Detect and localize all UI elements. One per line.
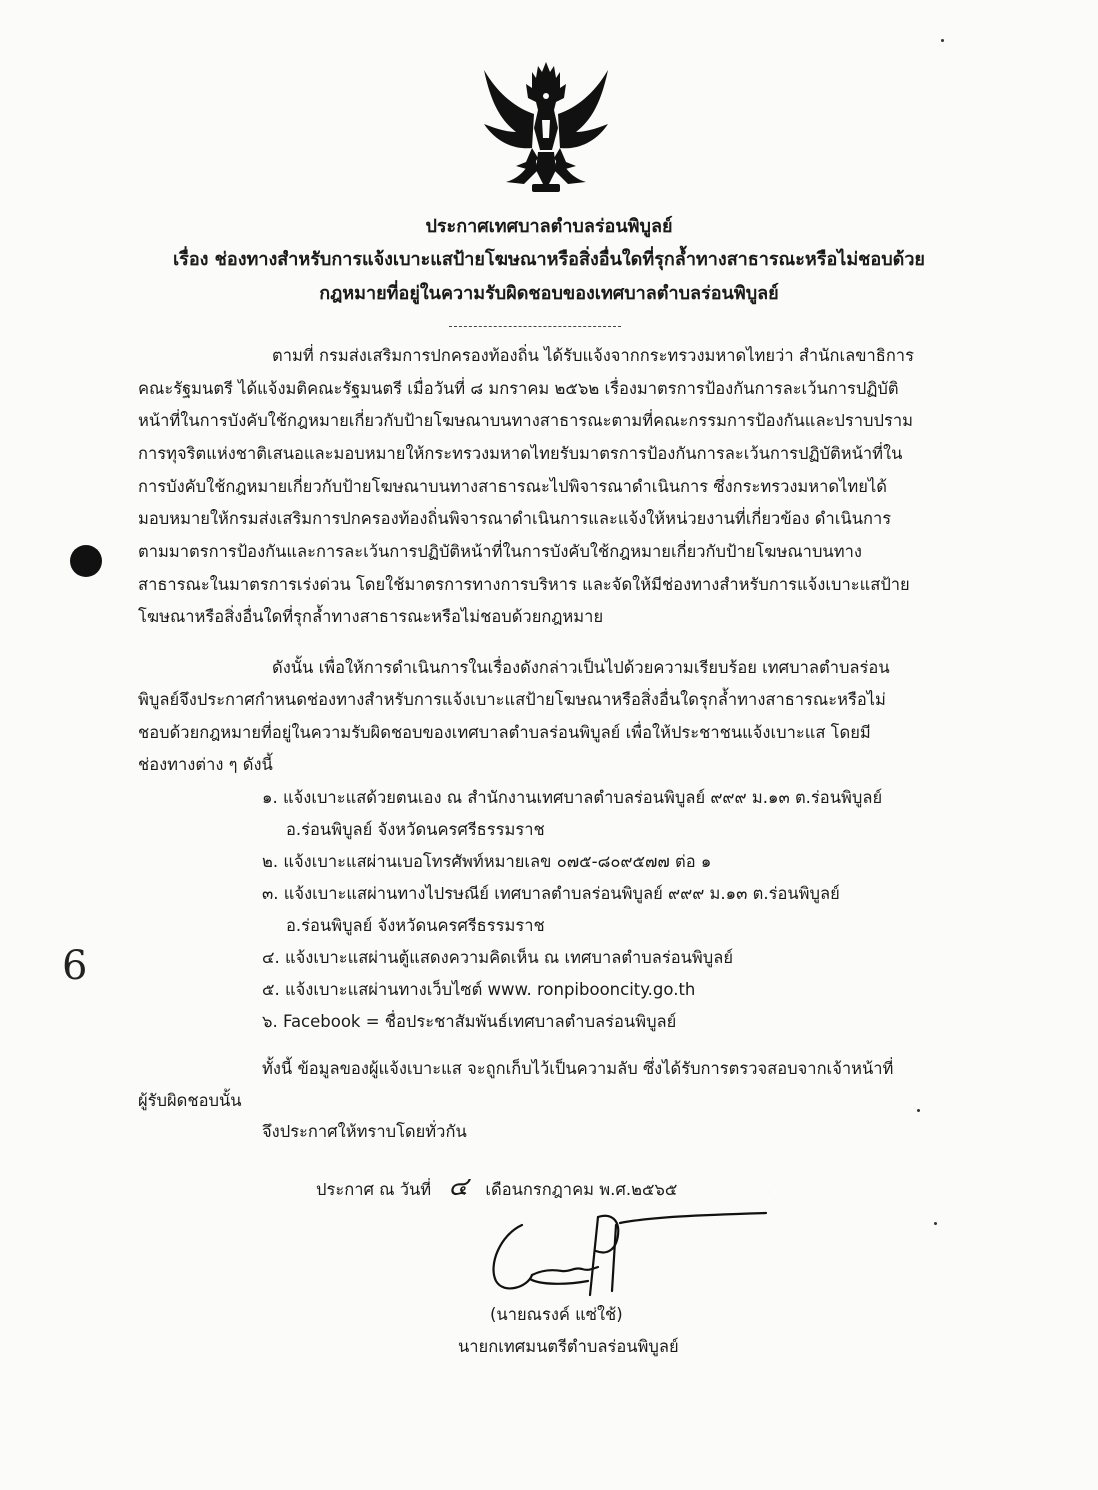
paragraph-line: คณะรัฐมนตรี ได้แจ้งมติคณะรัฐมนตรี เมื่อวันที่ ๘ มกราคม ๒๕๖๒ เรื่องมาตรการป้องกันการละเว้นการปฏิบัติ [138, 379, 899, 398]
handwritten-margin-mark: 6 [62, 943, 88, 989]
paragraph-line: ตามที่ กรมส่งเสริมการปกครองท้องถิ่น ได้รับแจ้งจากกระทรวงมหาดไทยว่า สำนักเลขาธิการ [272, 346, 914, 365]
list-item: ๔. แจ้งเบาะแสผ่านตู้แสดงความคิดเห็น ณ เทศบาลตำบลร่อนพิบูลย์ [262, 948, 734, 967]
paragraph-line: ช่องทางต่าง ๆ ดังนี้ [138, 755, 273, 774]
paragraph-line: สาธารณะในมาตรการเร่งด่วน โดยใช้มาตรการทางการบริหาร และจัดให้มีช่องทางสำหรับการแจ้งเบาะแสป้าย [138, 575, 910, 594]
list-item: ๕. แจ้งเบาะแสผ่านทางเว็บไซต์ www. ronpibooncity.go.th [262, 980, 696, 999]
subject-line: เรื่อง ช่องทางสำหรับการแจ้งเบาะแสป้ายโฆษณาหรือสิ่งอื่นใดที่รุกล้ำทางสาธารณะหรือไม่ชอบด้วย [173, 249, 925, 270]
paragraph-line: หน้าที่ในการบังคับใช้กฎหมายเกี่ยวกับป้ายโฆษณาบนทางสาธารณะตามที่คณะกรรมการป้องกันและปราบปราม [138, 411, 913, 430]
date-prefix: ประกาศ ณ วันที่ [316, 1180, 432, 1199]
paragraph-line: พิบูลย์จึงประกาศกำหนดช่องทางสำหรับการแจ้งเบาะแสป้ายโฆษณาหรือสิ่งอื่นใดรุกล้ำทางสาธารณะหรือไม่ [138, 690, 886, 709]
signatory-position: นายกเทศมนตรีตำบลร่อนพิบูลย์ [458, 1337, 679, 1356]
paragraph-line: การบังคับใช้กฎหมายเกี่ยวกับป้ายโฆษณาบนทางสาธารณะไปพิจารณาดำเนินการ ซึ่งกระทรวงมหาดไทยได้ [138, 477, 887, 496]
subject-line-continued: กฎหมายที่อยู่ในความรับผิดชอบของเทศบาลตำบลร่อนพิบูลย์ [319, 283, 779, 304]
list-item: ๓. แจ้งเบาะแสผ่านทางไปรษณีย์ เทศบาลตำบลร่อนพิบูลย์ ๙๙๙ ม.๑๓ ต.ร่อนพิบูลย์ [262, 884, 840, 903]
confidentiality-note-continued: ผู้รับผิดชอบนั้น [138, 1091, 242, 1110]
confidentiality-note: ทั้งนี้ ข้อมูลของผู้แจ้งเบาะแส จะถูกเก็บไว้เป็นความลับ ซึ่งได้รับการตรวจสอบจากเจ้าหน้าที่ [262, 1059, 894, 1078]
signatory-name: (นายณรงค์ แซ่ใช้) [490, 1305, 623, 1324]
handwritten-signature [470, 1195, 770, 1315]
list-item-continued: อ.ร่อนพิบูลย์ จังหวัดนครศรีธรรมราช [286, 916, 545, 935]
list-item: ๒. แจ้งเบาะแสผ่านเบอโทรศัพท์หมายเลข ๐๗๕-๘๐๙๕๗๗ ต่อ ๑ [262, 852, 712, 871]
list-item-continued: อ.ร่อนพิบูลย์ จังหวัดนครศรีธรรมราช [286, 820, 545, 839]
announcement-statement: จึงประกาศให้ทราบโดยทั่วกัน [262, 1122, 467, 1141]
paragraph-line: มอบหมายให้กรมส่งเสริมการปกครองท้องถิ่นพิจารณาดำเนินการและแจ้งให้หน่วยงานที่เกี่ยวข้อง ดำเนินการ [138, 509, 892, 528]
paragraph-line: ดังนั้น เพื่อให้การดำเนินการในเรื่องดังกล่าวเป็นไปด้วยความเรียบร้อย เทศบาลตำบลร่อน [272, 658, 890, 677]
paragraph-line: โฆษณาหรือสิ่งอื่นใดที่รุกล้ำทางสาธารณะหรือไม่ชอบด้วยกฎหมาย [138, 607, 604, 626]
paragraph-line: ตามมาตรการป้องกันและการละเว้นการปฏิบัติหน้าที่ในการบังคับใช้กฎหมายเกี่ยวกับป้ายโฆษณาบนทาง [138, 542, 862, 561]
list-item: ๑. แจ้งเบาะแสด้วยตนเอง ณ สำนักงานเทศบาลตำบลร่อนพิบูลย์ ๙๙๙ ม.๑๓ ต.ร่อนพิบูลย์ [262, 788, 883, 807]
paragraph-line: การทุจริตแห่งชาติเสนอและมอบหมายให้กระทรวงมหาดไทยรับมาตรการป้องกันการละเว้นการปฏิบัติหน้าที่ใน [138, 444, 903, 463]
list-item: ๖. Facebook = ชื่อประชาสัมพันธ์เทศบาลตำบลร่อนพิบูลย์ [262, 1012, 677, 1031]
announcement-title: ประกาศเทศบาลตำบลร่อนพิบูลย์ [425, 216, 673, 237]
date-day: ๔ [448, 1172, 469, 1202]
garuda-emblem-icon [476, 58, 616, 198]
title-divider [449, 326, 621, 327]
punch-hole-mark [70, 545, 102, 577]
paragraph-line: ชอบด้วยกฎหมายที่อยู่ในความรับผิดชอบของเทศบาลตำบลร่อนพิบูลย์ เพื่อให้ประชาชนแจ้งเบาะแส โดยมี [138, 723, 871, 742]
date-suffix: เดือนกรกฎาคม พ.ศ.๒๕๖๕ [485, 1180, 678, 1199]
